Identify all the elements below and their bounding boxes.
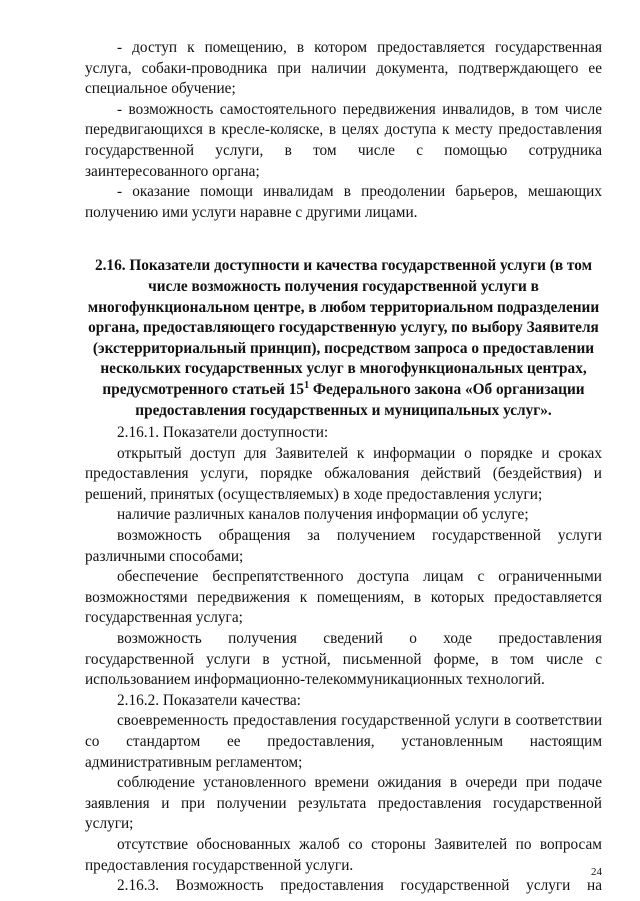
intro-item-2: - возможность самостоятельного передвижения инвалидов, в том числе передвигающихся в кресле-коляске, в целях доступа к месту предоставления государственной услуги, в том числе с помощью сотрудника заинтересованного органа; <box>85 100 602 180</box>
quality-item-3: отсутствие обоснованных жалоб со стороны Заявителей по вопросам предоставления государственной услуги. <box>85 835 602 874</box>
accessibility-item-4: обеспечение беспрепятственного доступа лицам с ограниченными возможностями передвижения к помещениям, в которых предоставляется государственная услуга; <box>85 568 602 627</box>
subsection-1-title: 2.16.1. Показатели доступности: <box>117 424 329 442</box>
accessibility-item-3: возможность обращения за получением государственной услуги различными способами; <box>85 527 602 565</box>
section-heading-part-2: Федерального закона «Об организации предоставления государственных и муниципальных услуг». <box>135 380 585 419</box>
section-heading-part-1: 2.16. Показатели доступности и качества государственной услуги (в том числе возможность получения государственной услуги в многофункциональном центре, в любом территориальном подразделении органа, предоставляющего государственную услугу, по выбору Заявителя (экстерриториальный принцип), посредством запроса о предоставлении нескольких государственных услуг в многофункциональных центрах, предусмотренного статьей 15 <box>87 257 600 398</box>
accessibility-item-2: наличие различных каналов получения информации об услуге; <box>117 506 529 524</box>
page-number: 24 <box>591 866 602 878</box>
subsection-3-text: 2.16.3. Возможность предоставления государственной услуги на <box>117 877 602 895</box>
intro-item-3: - оказание помощи инвалидам в преодолении барьеров, мешающих получению ими услуги наравне с другими лицами. <box>85 183 602 221</box>
accessibility-item-5: возможность получения сведений о ходе предоставления государственной услуги в устной, письменной форме, в том числе с использованием информационно-телекоммуникационных технологий. <box>85 630 602 689</box>
quality-item-2: соблюдение установленного времени ожидания в очереди при подаче заявления и при получении результата предоставления государственной услуги; <box>85 774 602 833</box>
section-heading <box>85 256 602 421</box>
intro-item-1: - доступ к помещению, в котором предоставляется государственная услуга, собаки-проводника при наличии документа, подтверждающего ее специальное обучение; <box>85 39 602 98</box>
accessibility-item-1: открытый доступ для Заявителей к информации о порядке и сроках предоставления услуги, порядке обжалования действий (бездействия) и решений, принятых (осуществляемых) в ходе предоставления услуги; <box>85 444 602 503</box>
section-heading-superscript: 1 <box>304 379 310 391</box>
subsection-2-title: 2.16.2. Показатели качества: <box>117 691 301 709</box>
quality-item-1: своевременность предоставления государственной услуги в соответствии со стандартом ее предоставления, установленным настоящим административным регламентом; <box>85 712 602 771</box>
